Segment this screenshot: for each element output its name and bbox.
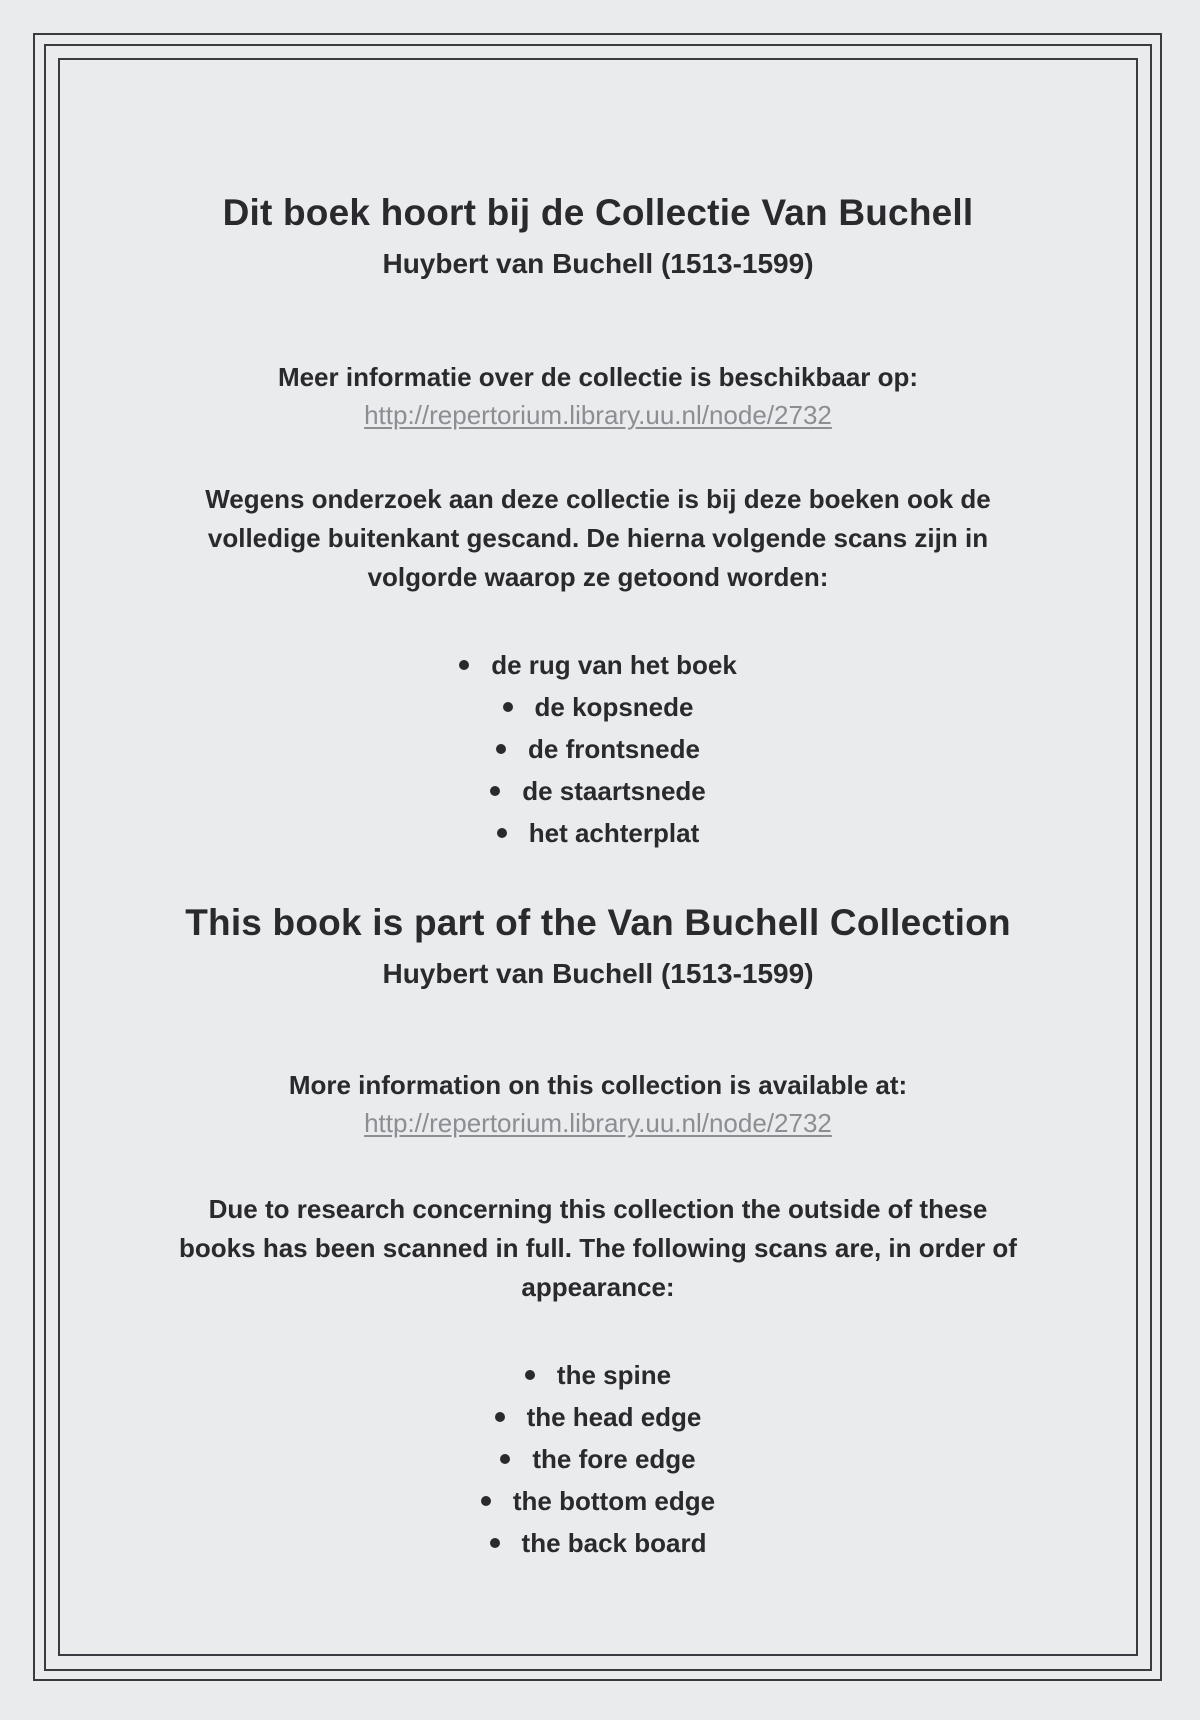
dutch-link-row [60, 400, 1136, 431]
dutch-info-label: Meer informatie over de collectie is beschikbaar op: [277, 362, 919, 392]
bullet-icon [490, 786, 500, 796]
list-item-label: de frontsnede [528, 734, 700, 764]
list-item-label: the spine [556, 1360, 672, 1390]
list-item-label: the fore edge [532, 1444, 696, 1474]
list-item [60, 644, 1136, 686]
english-paragraph-line: books has been scanned in full. The following scans are, in order of [179, 1233, 1017, 1263]
english-paragraph [60, 1190, 1136, 1307]
english-scan-list [60, 1354, 1136, 1564]
english-repository-link[interactable]: http://repertorium.library.uu.nl/node/2732 [364, 1108, 832, 1138]
bullet-icon [495, 1412, 505, 1422]
list-item [60, 728, 1136, 770]
dutch-paragraph-line: Wegens onderzoek aan deze collectie is bij deze boeken ook de [205, 484, 991, 514]
english-subtitle: Huybert van Buchell (1513-1599) [382, 958, 814, 989]
list-item [60, 1522, 1136, 1564]
list-item [60, 1354, 1136, 1396]
english-info-label: More information on this collection is available at: [288, 1070, 908, 1100]
english-title: This book is part of the Van Buchell Collection [185, 902, 1011, 943]
dutch-paragraph-line: volgorde waarop ze getoond worden: [367, 562, 829, 592]
list-item-label: de kopsnede [534, 692, 694, 722]
bullet-icon [481, 1496, 491, 1506]
list-item-label: the head edge [526, 1402, 702, 1432]
list-item [60, 1480, 1136, 1522]
bullet-icon [525, 1370, 535, 1380]
bullet-icon [459, 660, 469, 670]
list-item [60, 686, 1136, 728]
dutch-scan-list [60, 644, 1136, 854]
list-item [60, 1438, 1136, 1480]
dutch-paragraph-line: volledige buitenkant gescand. De hierna volgende scans zijn in [207, 523, 989, 553]
list-item-label: het achterplat [528, 818, 700, 848]
english-paragraph-line: appearance: [521, 1272, 675, 1302]
list-item-label: the back board [521, 1528, 707, 1558]
dutch-title: Dit boek hoort bij de Collectie Van Buchell [222, 192, 974, 233]
bullet-icon [503, 702, 513, 712]
dutch-paragraph [60, 480, 1136, 597]
list-item-label: de staartsnede [522, 776, 706, 806]
list-item [60, 770, 1136, 812]
bullet-icon [490, 1538, 500, 1548]
english-paragraph-line: Due to research concerning this collection the outside of these [208, 1194, 988, 1224]
list-item-label: de rug van het boek [491, 650, 737, 680]
list-item-label: the bottom edge [512, 1486, 716, 1516]
dutch-repository-link[interactable]: http://repertorium.library.uu.nl/node/2732 [364, 400, 832, 430]
bullet-icon [497, 828, 507, 838]
bullet-icon [496, 744, 506, 754]
list-item [60, 812, 1136, 854]
bullet-icon [500, 1454, 510, 1464]
dutch-subtitle: Huybert van Buchell (1513-1599) [382, 248, 814, 279]
english-link-row [60, 1108, 1136, 1139]
list-item [60, 1396, 1136, 1438]
page-content [60, 60, 1136, 1654]
